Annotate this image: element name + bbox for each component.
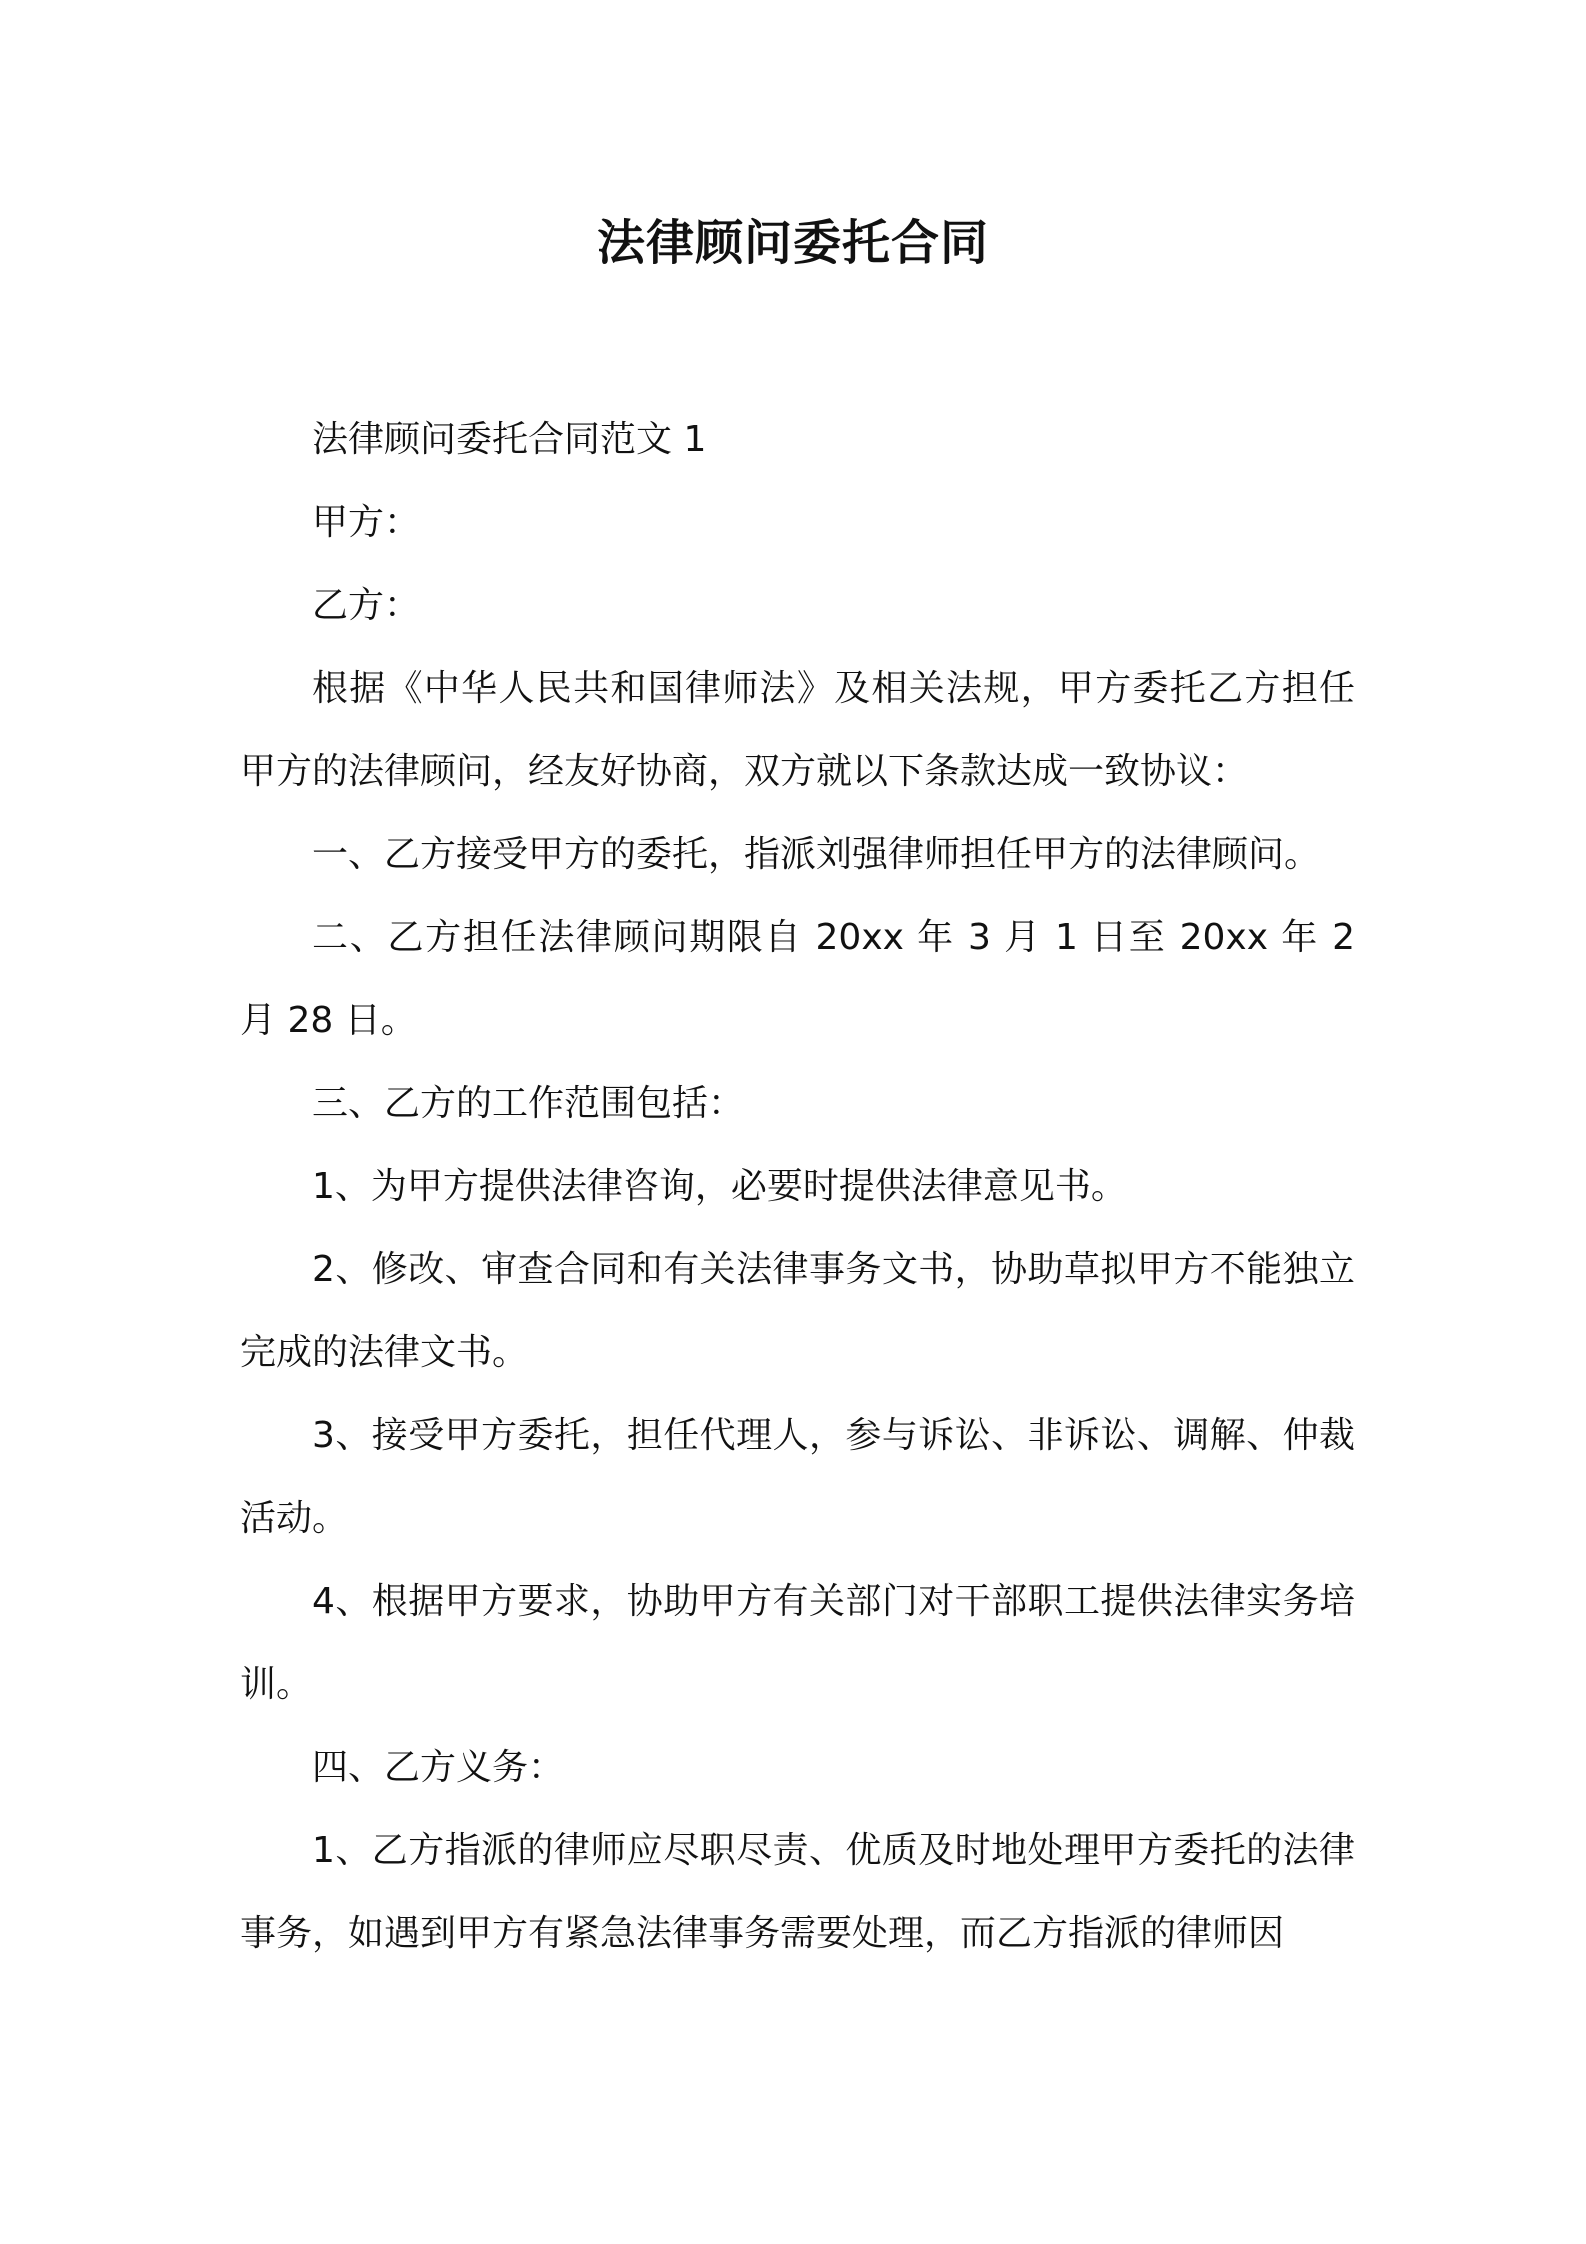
paragraph-clause-4: 四、乙方义务： [312,1747,565,1788]
paragraph-party-a: 甲方： [312,502,421,543]
paragraph-heading: 法律顾问委托合同范文 1 [312,419,707,460]
paragraph-scope-4: 4、根据甲方要求，协助甲方有关部门对干部职工提供法律实务培训。 [240,1581,1355,1705]
paragraph-clause-2: 二、乙方担任法律顾问期限自 20xx 年 3 月 1 日至 20xx 年 2 月 28 日。 [240,917,1355,1041]
paragraph-preamble: 根据《中华人民共和国律师法》及相关法规，甲方委托乙方担任甲方的法律顾问，经友好协商，双方就以下条款达成一致协议： [240,668,1355,792]
paragraph-scope-1: 1、为甲方提供法律咨询，必要时提供法律意见书。 [312,1166,1127,1207]
paragraph-duty-1: 1、乙方指派的律师应尽职尽责、优质及时地处理甲方委托的法律事务，如遇到甲方有紧急法律事务需要处理，而乙方指派的律师因 [240,1830,1355,1954]
paragraph-clause-1: 一、乙方接受甲方的委托，指派刘强律师担任甲方的法律顾问。 [312,834,1321,875]
paragraph-scope-3: 3、接受甲方委托，担任代理人，参与诉讼、非诉讼、调解、仲裁活动。 [240,1415,1355,1539]
paragraph-party-b: 乙方： [312,585,421,626]
document-title: 法律顾问委托合同 [596,215,989,271]
paragraph-scope-2: 2、修改、审查合同和有关法律事务文书，协助草拟甲方不能独立完成的法律文书。 [240,1249,1355,1373]
paragraph-clause-3: 三、乙方的工作范围包括： [312,1083,745,1124]
document-body [240,398,1355,1975]
